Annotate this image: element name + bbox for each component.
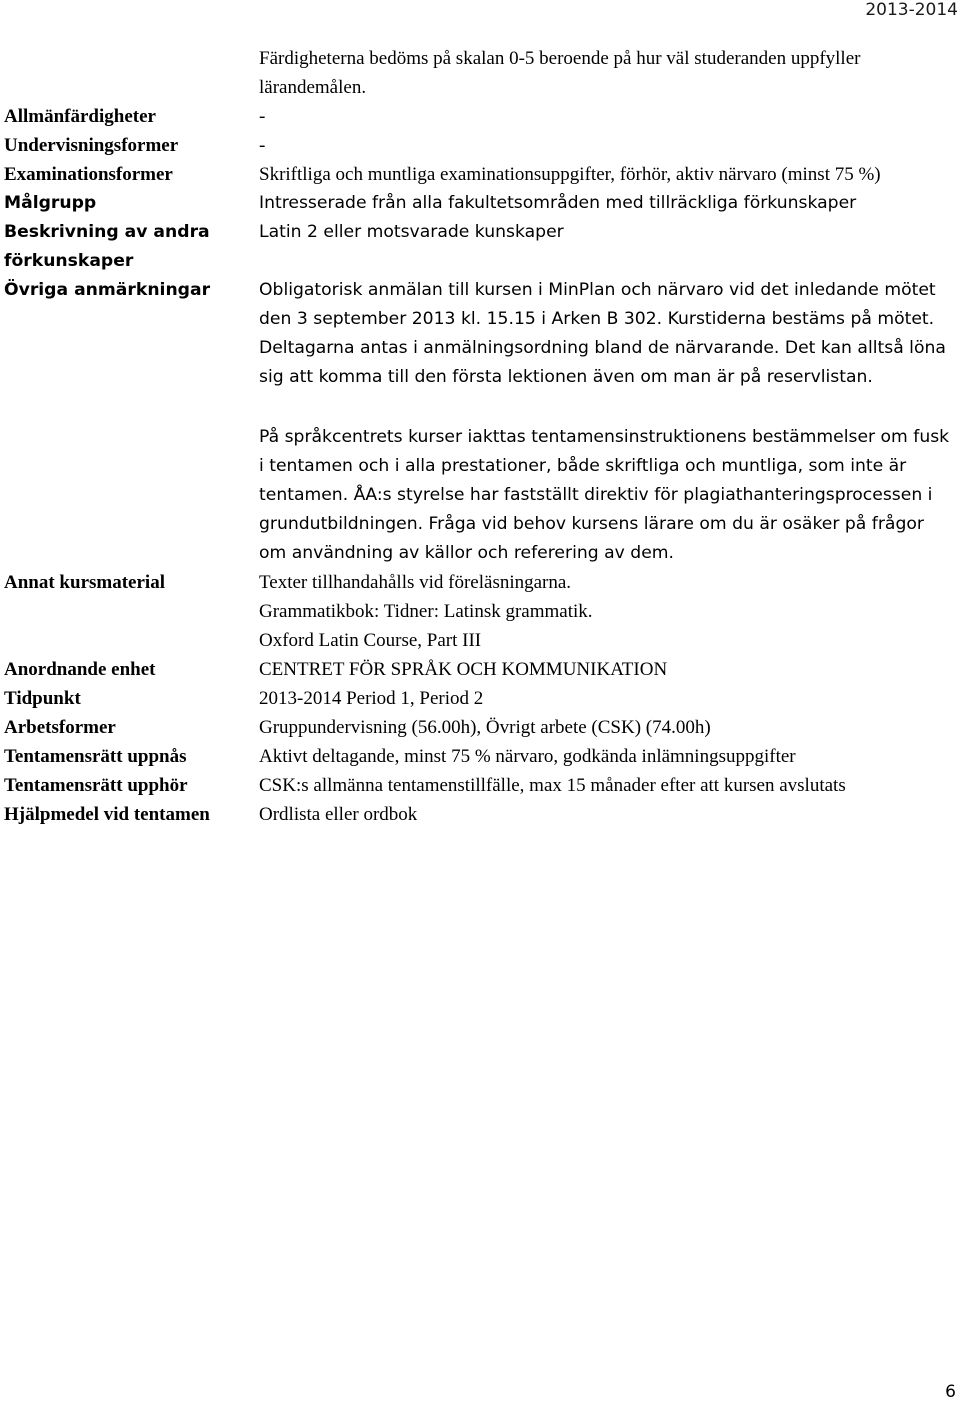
material-item: Grammatikbok: Tidner: Latinsk grammatik. (259, 601, 593, 622)
remarks-paragraph-registration: Obligatorisk anmälan till kursen i MinPlan och närvaro vid det inledande mötet den 3 september 2013 kl. 15.15 i Arken B 302. Kurstiderna bestäms på mötet. Deltagarna antas i anmälningsordning bland de närvarande. Det kan alltså löna sig att komma till den första lektionen även om man är på reservlistan. (259, 280, 946, 387)
row-allmanfardigheter (4, 102, 956, 131)
label-ovriga-anmarkningar: Övriga anmärkningar (4, 280, 211, 300)
row-examinationsformer (4, 160, 956, 189)
value-tentamensratt-uppnas: Aktivt deltagande, minst 75 % närvaro, godkända inlämningsuppgifter (259, 746, 796, 767)
label-arbetsformer: Arbetsformer (4, 717, 116, 738)
label-tentamensratt-uppnas: Tentamensrätt uppnås (4, 746, 187, 767)
label-undervisningsformer: Undervisningsformer (4, 135, 179, 156)
row-arbetsformer (4, 713, 956, 742)
label-examinationsformer: Examinationsformer (4, 164, 173, 185)
material-item: Texter tillhandahålls vid föreläsningarna. (259, 572, 572, 593)
label-tentamensratt-upphor: Tentamensrätt upphör (4, 775, 188, 796)
label-forkunskaper: Beskrivning av andra förkunskaper (4, 222, 210, 271)
row-annat-kursmaterial (4, 568, 956, 655)
material-item: Oxford Latin Course, Part III (259, 630, 482, 651)
course-description (4, 44, 956, 829)
row-malgrupp (4, 189, 956, 218)
row-undervisningsformer (4, 131, 956, 160)
value-undervisningsformer: - (259, 135, 266, 156)
value-forkunskaper: Latin 2 eller motsvarade kunskaper (259, 222, 564, 242)
row-anordnande-enhet (4, 655, 956, 684)
value-tidpunkt: 2013-2014 Period 1, Period 2 (259, 688, 484, 709)
row-forkunskaper (4, 218, 956, 276)
value-allmanfardigheter: - (259, 106, 266, 127)
value-anordnande-enhet: CENTRET FÖR SPRÅK OCH KOMMUNIKATION (259, 659, 668, 680)
label-allmanfardigheter: Allmänfärdigheter (4, 106, 156, 127)
label-malgrupp: Målgrupp (4, 193, 97, 213)
label-anordnande-enhet: Anordnande enhet (4, 659, 156, 680)
row-tidpunkt (4, 684, 956, 713)
label-tidpunkt: Tidpunkt (4, 688, 81, 709)
label-annat-kursmaterial: Annat kursmaterial (4, 572, 165, 593)
row-ovriga-anmarkningar (4, 276, 956, 568)
intro-text: Färdigheterna bedöms på skalan 0-5 beroende på hur väl studeranden uppfyller lärandemålen. (259, 48, 861, 98)
intro-row (4, 44, 956, 102)
header-year: 2013-2014 (865, 0, 958, 20)
value-tentamensratt-upphor: CSK:s allmänna tentamenstillfälle, max 15 månader efter att kursen avslutats (259, 775, 846, 796)
value-examinationsformer: Skriftliga och muntliga examinationsuppgifter, förhör, aktiv närvaro (minst 75 %) (259, 164, 881, 185)
row-tentamensratt-uppnas (4, 742, 956, 771)
remarks-paragraph-plagiarism: På språkcentrets kurser iakttas tentamensinstruktionens bestämmelser om fusk i tentamen och i alla prestationer, både skriftliga och muntliga, som inte är tentamen. ÅA:s styrelse har fastställt direktiv för plagiathanteringsprocessen i grundutbildningen. Fråga vid behov kursens lärare om du är osäker på frågor om användning av källor och referering av dem. (259, 427, 950, 563)
row-hjalpmedel (4, 800, 956, 829)
page-number: 6 (945, 1382, 956, 1402)
value-arbetsformer: Gruppundervisning (56.00h), Övrigt arbete (CSK) (74.00h) (259, 717, 711, 738)
label-hjalpmedel: Hjälpmedel vid tentamen (4, 804, 210, 825)
row-tentamensratt-upphor (4, 771, 956, 800)
value-hjalpmedel: Ordlista eller ordbok (259, 804, 418, 825)
value-malgrupp: Intresserade från alla fakultetsområden med tillräckliga förkunskaper (259, 193, 857, 213)
